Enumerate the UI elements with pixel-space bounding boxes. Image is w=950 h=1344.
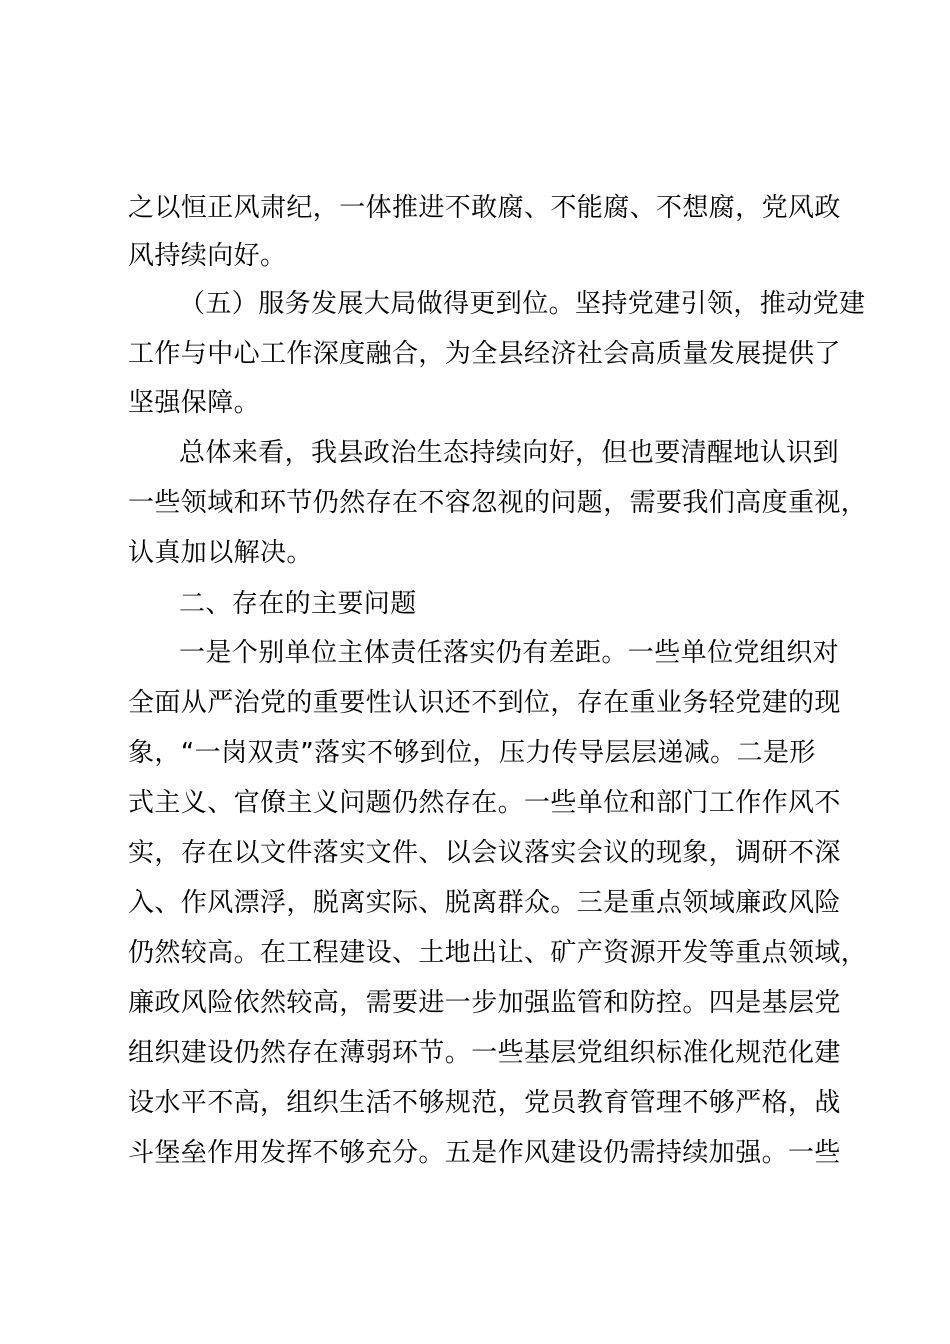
- paragraph-line: 斗堡垒作用发挥不够充分。五是作风建设仍需持续加强。一些: [128, 1138, 841, 1168]
- paragraph-line: 认真加以解决。: [128, 538, 313, 568]
- paragraph-line: 一些领域和环节仍然存在不容忽视的问题，需要我们高度重视，: [128, 488, 868, 518]
- paragraph-line: 仍然较高。在工程建设、土地出让、矿产资源开发等重点领域，: [128, 938, 868, 968]
- paragraph-line: 组织建设仍然存在薄弱环节。一些基层党组织标准化规范化建: [128, 1038, 841, 1068]
- paragraph-line: 一是个别单位主体责任落实仍有差距。一些单位党组织对: [179, 638, 840, 668]
- paragraph-line: 风持续向好。: [128, 241, 287, 271]
- section-heading: 二、存在的主要问题: [179, 589, 417, 619]
- paragraph-line: 设水平不高，组织生活不够规范，党员教育管理不够严格，战: [128, 1088, 841, 1118]
- paragraph-line: 入、作风漂浮，脱离实际、脱离群众。三是重点领域廉政风险: [128, 888, 841, 918]
- paragraph-line: （五）服务发展大局做得更到位。坚持党建引领，推动党建: [179, 289, 866, 319]
- paragraph-line: 总体来看，我县政治生态持续向好，但也要清醒地认识到: [179, 438, 840, 468]
- paragraph-line: 工作与中心工作深度融合，为全县经济社会高质量发展提供了: [128, 339, 841, 369]
- paragraph-line: 之以恒正风肃纪，一体推进不敢腐、不能腐、不想腐，党风政: [128, 193, 841, 223]
- paragraph-line: 坚强保障。: [128, 388, 261, 418]
- paragraph-line: 象，“一岗双责”落实不够到位，压力传导层层递减。二是形: [128, 738, 816, 768]
- paragraph-line: 实，存在以文件落实文件、以会议落实会议的现象，调研不深: [128, 838, 841, 868]
- paragraph-line: 全面从严治党的重要性认识还不到位，存在重业务轻党建的现: [128, 688, 841, 718]
- paragraph-line: 廉政风险依然较高，需要进一步加强监管和防控。四是基层党: [128, 988, 841, 1018]
- paragraph-line: 式主义、官僚主义问题仍然存在。一些单位和部门工作作风不: [128, 788, 841, 818]
